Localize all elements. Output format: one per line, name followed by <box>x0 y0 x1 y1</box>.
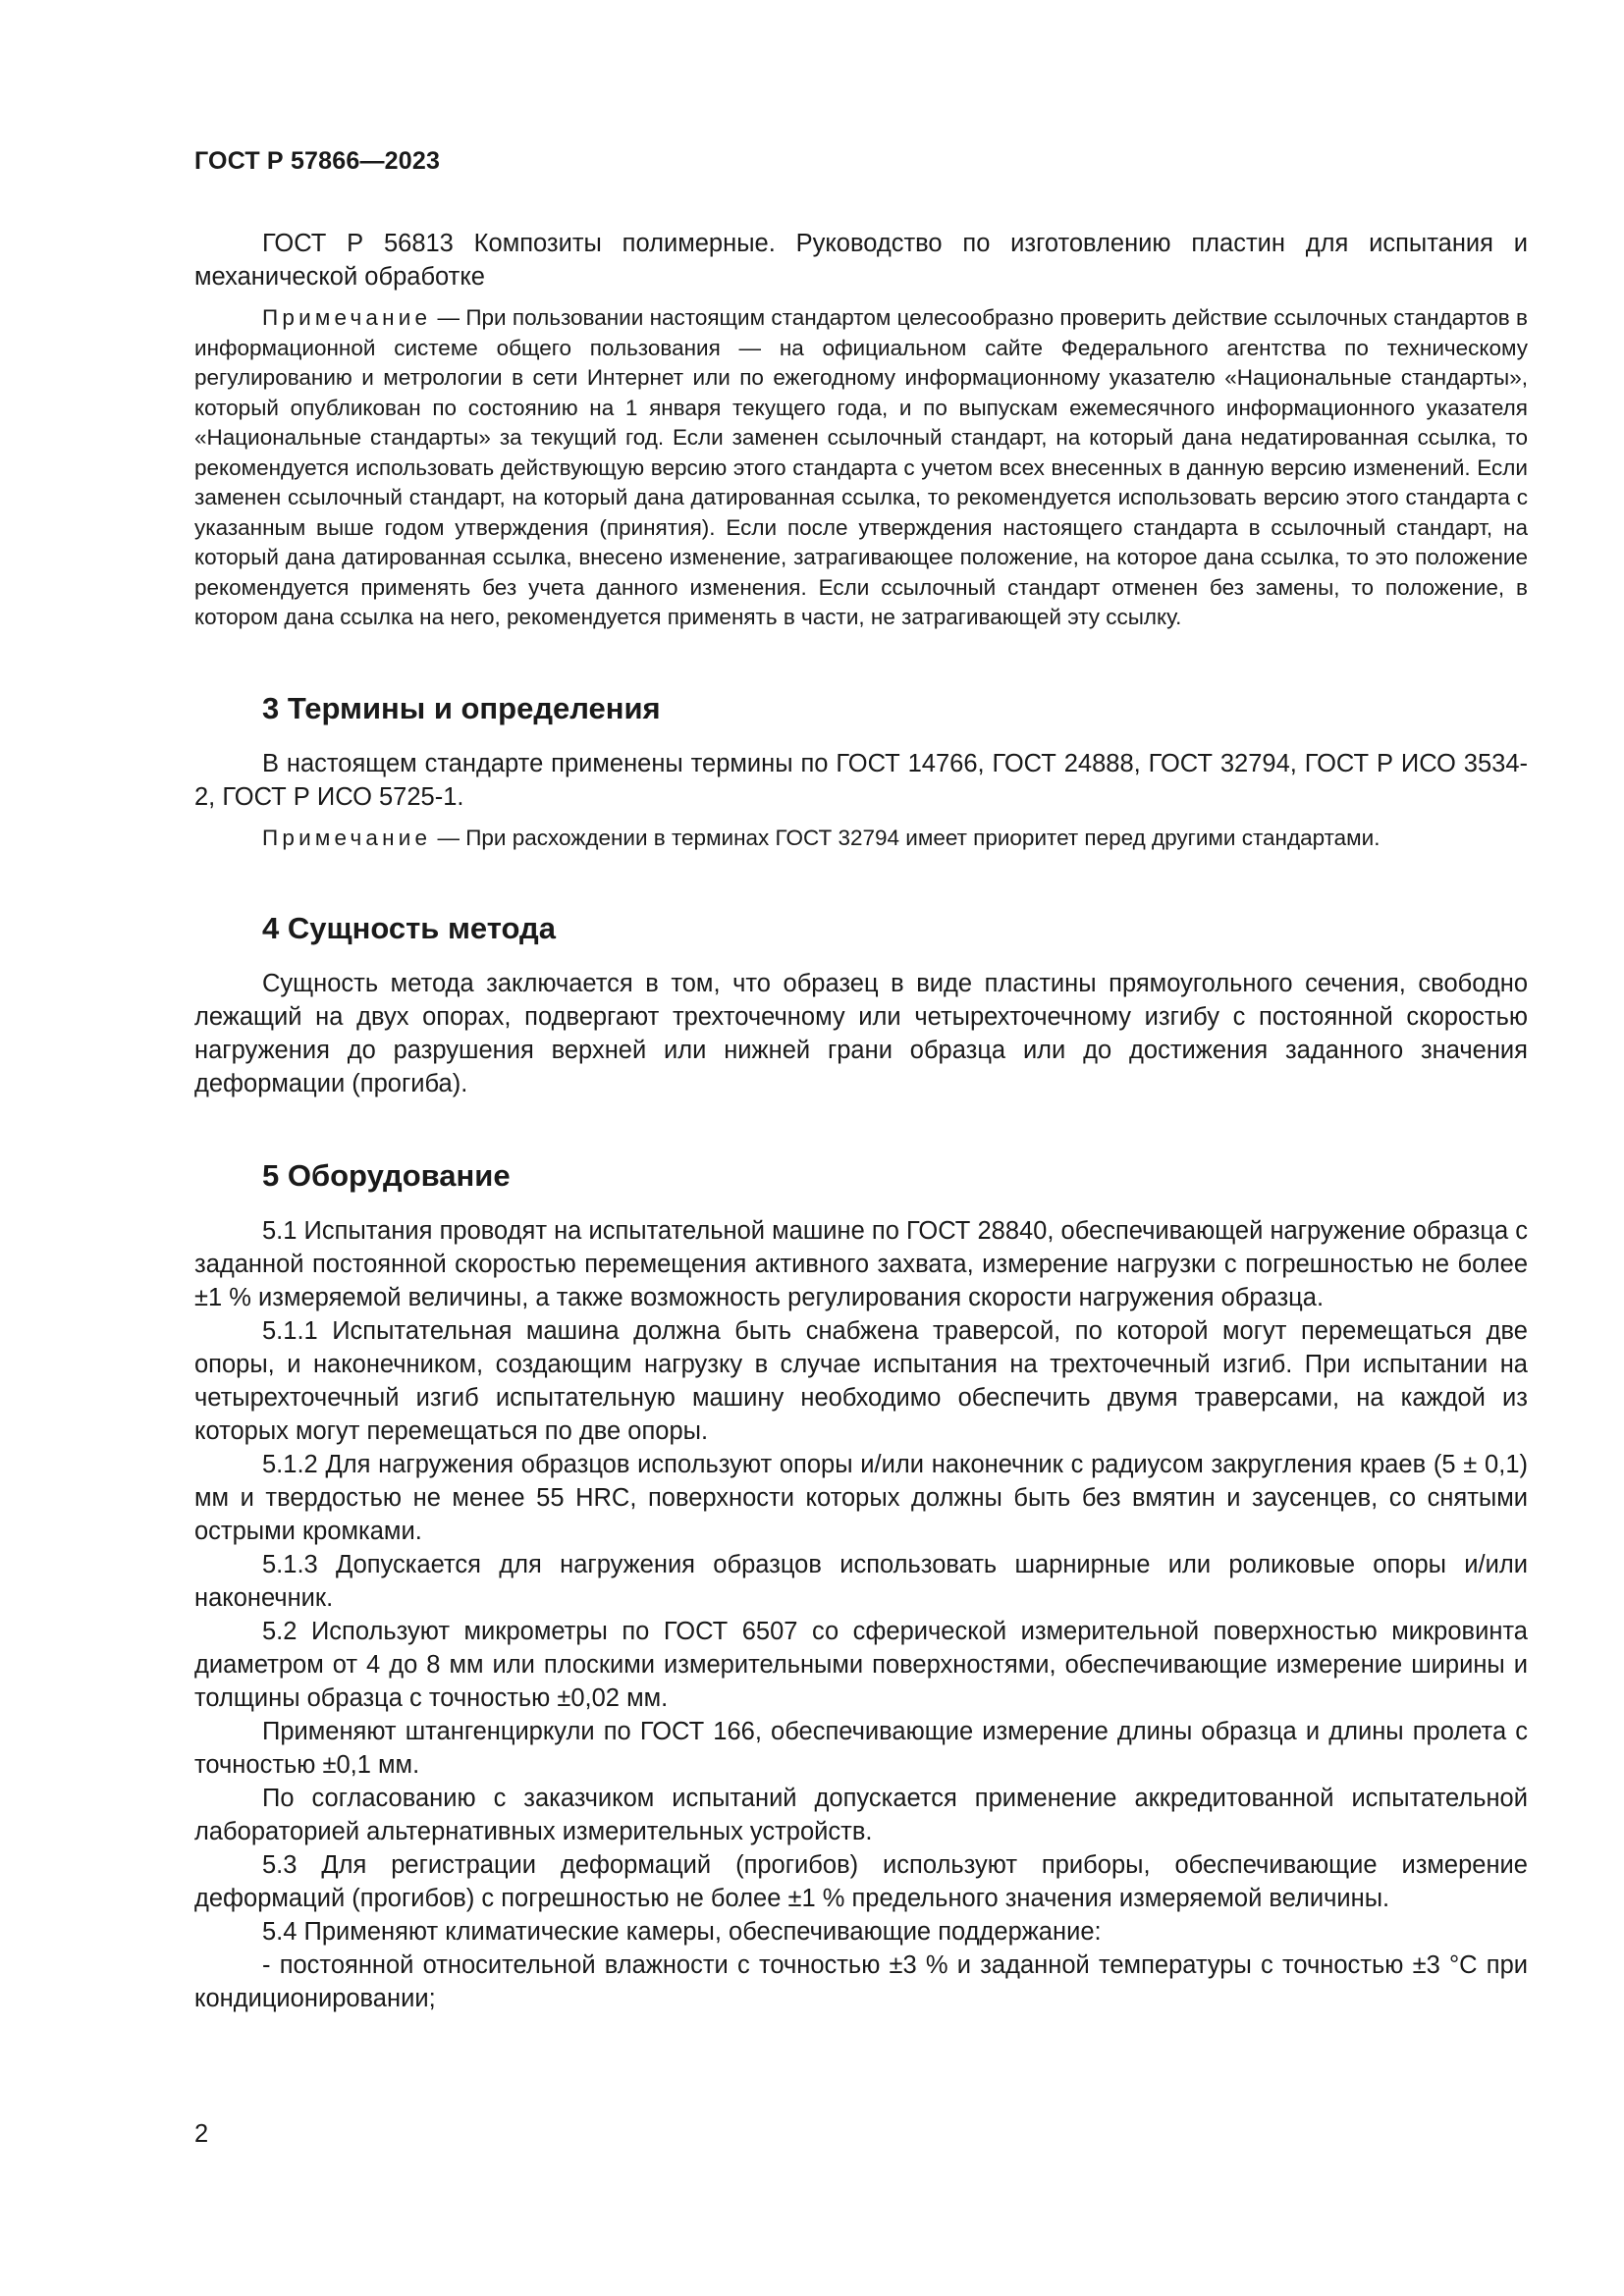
page-number: 2 <box>194 2120 209 2148</box>
section-5-paragraph: 5.1 Испытания проводят на испытательной машине по ГОСТ 28840, обеспечивающей нагружение образца с заданной постоянной скоростью перемещения активного захвата, измерение нагрузки с погрешностью не более ±1 % измеряемой величины, а также возможность регулирования скорости нагружения образца. <box>194 1217 1528 1311</box>
section-5-paragraph: 5.1.3 Допускается для нагружения образцов использовать шарнирные или роликовые опоры и/или наконечник. <box>194 1551 1528 1612</box>
note-paragraph <box>194 303 1528 633</box>
note-text: — При пользовании настоящим стандартом целесообразно проверить действие ссылочных стандартов в информационной системе общего пользования — на официальном сайте Федерального агентства по техническому регулированию и метрологии в сети Интернет или по ежегодному информационному указателю «Национальные стандарты», который опубликован по состоянию на 1 января текущего года, и по выпускам ежемесячного информационного указателя «Национальные стандарты» за текущий год. Если заменен ссылочный стандарт, на который дана недатированная ссылка, то рекомендуется использовать действующую версию этого стандарта с учетом всех внесенных в данную версию изменений. Если заменен ссылочный стандарт, на который дана датированная ссылка, то рекомендуется использовать версию этого стандарта с указанным выше годом утверждения (принятия). Если после утверждения настоящего стандарта в ссылочный стандарт, на который дана датированная ссылка, внесено изменение, затрагивающее положение, на которое дана ссылка, то это положение рекомендуется применять без учета данного изменения. Если ссылочный стандарт отменен без замены, то положение, в котором дана ссылка на него, рекомендуется применять в части, не затрагивающей эту ссылку. <box>194 305 1528 629</box>
note-label: Примечание <box>262 305 432 330</box>
section-4-heading: 4 Сущность метода <box>262 911 556 945</box>
section-5-paragraph: 5.2 Используют микрометры по ГОСТ 6507 со сферической измерительной поверхностью микровинта диаметром от 4 до 8 мм или плоскими измерительными поверхностями, обеспечивающие измерение ширины и толщины образца с точностью ±0,02 мм. <box>194 1618 1528 1712</box>
section-5-paragraph: По согласованию с заказчиком испытаний допускается применение аккредитованной испытательной лабораторией альтернативных измерительных устройств. <box>194 1785 1528 1845</box>
section-5-paragraph: 5.3 Для регистрации деформаций (прогибов) используют приборы, обеспечивающие измерение деформаций (прогибов) с погрешностью не более ±1 % предельного значения измеряемой величины. <box>194 1851 1528 1912</box>
document-header: ГОСТ Р 57866—2023 <box>194 147 441 175</box>
section-5-heading: 5 Оборудование <box>262 1158 511 1193</box>
section-4-paragraph: Сущность метода заключается в том, что образец в виде пластины прямоугольного сечения, свободно лежащий на двух опорах, подвергают трехточечному или четырехточечному изгибу с постоянной скоростью нагружения до разрушения верхней или нижней грани образца или до достижения заданного значения деформации (прогиба). <box>194 970 1528 1097</box>
section-5-paragraph: 5.1.1 Испытательная машина должна быть снабжена траверсой, по которой могут перемещаться две опоры, и наконечником, создающим нагрузку в случае испытания на трехточечный изгиб. При испытании на четырехточечный изгиб испытательную машину необходимо обеспечить двумя траверсами, на каждой из которых могут перемещаться по две опоры. <box>194 1317 1528 1445</box>
note-text: — При расхождении в терминах ГОСТ 32794 имеет приоритет перед другими стандартами. <box>431 825 1380 850</box>
reference-paragraph: ГОСТ Р 56813 Композиты полимерные. Руководство по изготовлению пластин для испытания и механической обработке <box>194 230 1528 291</box>
section-3-note <box>194 824 1528 854</box>
section-5-paragraph: 5.4 Применяют климатические камеры, обеспечивающие поддержание: <box>262 1918 1102 1946</box>
section-5-paragraph: 5.1.2 Для нагружения образцов используют опоры и/или наконечник с радиусом закругления краев (5 ± 0,1) мм и твердостью не менее 55 HRC, поверхности которых должны быть без вмятин и заусенцев, со снятыми острыми кромками. <box>194 1451 1528 1545</box>
section-3-heading: 3 Термины и определения <box>262 690 661 725</box>
section-5-paragraph: - постоянной относительной влажности с точностью ±3 % и заданной температуры с точностью ±3 °C при кондиционировании; <box>194 1951 1528 2012</box>
document-page <box>194 147 1528 2015</box>
section-5-paragraph: Применяют штангенциркули по ГОСТ 166, обеспечивающие измерение длины образца и длины пролета с точностью ±0,1 мм. <box>194 1718 1528 1779</box>
section-3-paragraph: В настоящем стандарте применены термины по ГОСТ 14766, ГОСТ 24888, ГОСТ 32794, ГОСТ Р ИСО 3534-2, ГОСТ Р ИСО 5725-1. <box>194 749 1528 811</box>
note-label: Примечание <box>262 825 432 850</box>
